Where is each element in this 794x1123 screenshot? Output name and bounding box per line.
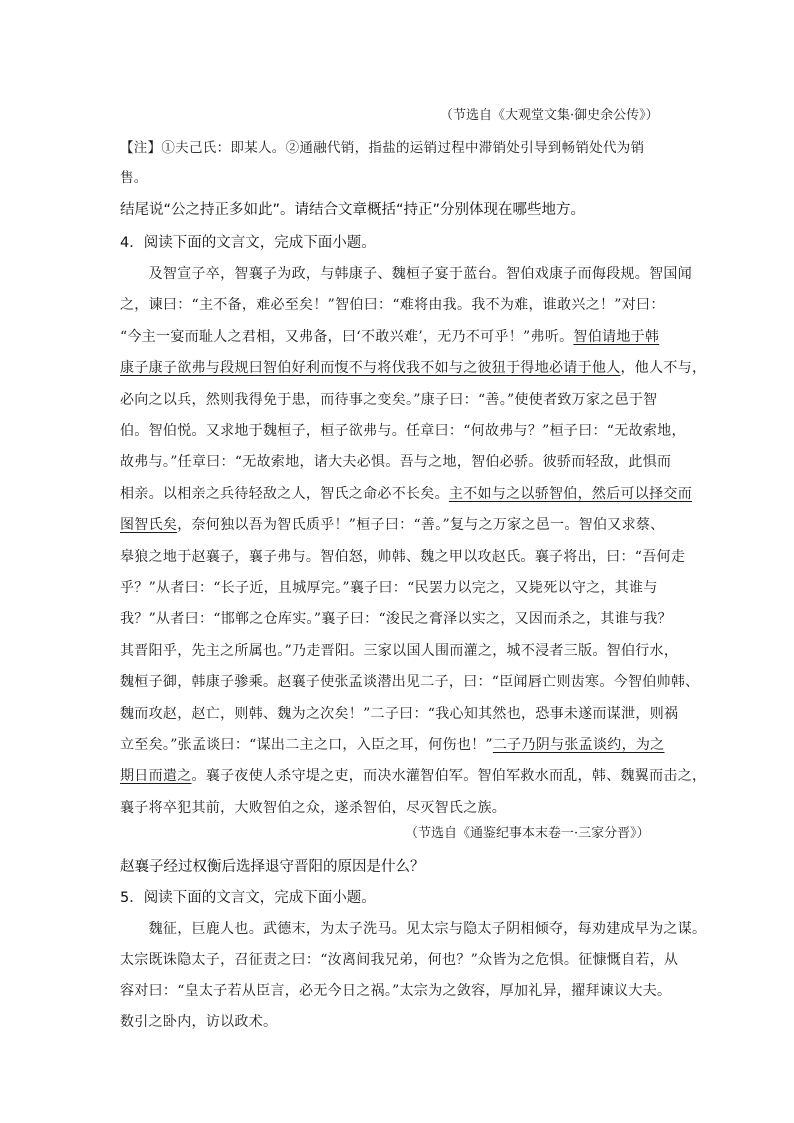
passage-line [120,357,706,377]
passage-line: 魏征，巨鹿人也。武德末，为太子洗马。见太宗与隐太子阴相倾夺，每劝建成早为之谋。 [120,921,707,937]
passage-text: 。襄子夜使人杀守堤之吏，而决水灌智伯军。智伯军救水而乱，韩、魏翼而击之， [191,768,707,785]
passage-line [120,640,678,660]
passage-line [120,420,686,440]
passage-text: 其晋阳乎，先主之所属也。”乃走晋阳。三家以国人围而灌之，城不浸者三版。智伯行水， [120,642,679,659]
underlined-sentence: 智伯请地于韩 [573,328,660,345]
passage-text: 之，谏曰：“主不备，难必至矣！”智伯曰：“难将由我。我不为难，谁敢兴之！”对曰： [120,297,665,314]
passage-text: 及智宣子卒，智襄子为政，与韩康子、魏桓子宴于蓝台。智伯戏康子而侮段规。智国闻 [120,266,692,282]
passage-line [120,294,665,314]
passage-text: 立至矣。”张孟谈曰：“谋出二主之口，入臣之耳，何伤也！” [120,737,493,753]
passage-text: 魏桓子御，韩康子骖乘。赵襄子使张孟谈潜出见二子，曰：“臣闻唇亡则齿寒。今智伯帅韩、 [120,674,700,691]
passage-text: 相亲。以相亲之兵待轻敌之人，智氏之命必不长矣。 [120,485,449,502]
passage-line [120,608,672,628]
passage-line [120,671,699,691]
source-citation: （节选自《通鉴纪事本末卷一·三家分晋》） [405,826,650,841]
passage-text: 襄子将卒犯其前，大败智伯之众，遂杀智伯，尽灭智氏之族。 [120,799,507,816]
underlined-sentence: 主不如与之以骄智伯，然后可以择交而 [448,485,693,502]
source-citation: （节选自《大观堂文集·御史余公传》） [440,108,659,123]
passage-line [120,451,671,471]
passage-line [120,389,657,409]
passage-line [120,483,692,503]
passage-text: 伯。智伯悦。又求地于魏桓子，桓子欲弗与。任章曰：“何故弗与？”桓子曰：“无故索地， [120,423,686,439]
underlined-sentence: 二子乃阴与张孟谈约，为之 [492,737,665,753]
passage-line: 容对曰：“皇太子若从臣言，必无今日之祸。”太宗为之敛容，厚加礼异，擢拜谏议大夫。 [120,983,672,999]
passage-line [120,734,664,754]
note-line: 售。 [120,170,148,186]
passage-line [120,326,659,346]
passage-text: 魏而攻赵，赵亡，则韩、魏为之次矣！”二子曰：“我心知其然也，恐事未遂而谋泄，则祸 [120,705,679,722]
note-line: 【注】①夫己氏：即某人。②通融代销，指盐的运销过程中滞销处引导到畅销处代为销 [120,140,645,156]
passage-text: ，奈何独以吾为智氏质乎！”桓子曰：“善。”复与之万家之邑一。智伯又求蔡、 [177,517,665,534]
passage-text: 故弗与。”任章曰：“无故索地，诸大夫必惧。吾与之地，智伯必骄。彼骄而轻敌，此惧而 [120,454,672,471]
question-4-title: 4．阅读下面的文言文，完成下面小题。 [120,235,376,251]
passage-line [120,514,664,534]
passage-line: 太宗既诛隐太子，召征责之曰：“汝离间我兄弟，何也？”众皆为之危惧。征慷慨自若，从 [120,952,679,968]
passage-line [120,703,678,723]
question-5-title: 5．阅读下面的文言文，完成下面小题。 [120,890,376,906]
underlined-sentence: 康子康子欲弗与段规曰智伯好利而愎不与将伐我不如与之彼狃于得地必请于他人 [120,360,621,377]
passage-line [120,263,692,283]
passage-line [120,577,658,597]
question-3: 结尾说“公之持正多如此”。请结合文章概括“持正”分别体现在哪些地方。 [120,202,586,218]
underlined-sentence: 期日而遣之 [120,768,192,785]
passage-text: ，他人不与， [620,360,707,377]
passage-text: 必向之以兵，然则我得免于患，而待事之变矣。”康子曰：“善。”使使者致万家之邑于智 [120,391,658,408]
passage-text: 我？”从者曰：“邯郸之仓库实。”襄子曰：“浚民之膏泽以实之，又因而杀之，其谁与我？ [120,611,672,628]
underlined-sentence: 图智氏矣 [120,517,178,534]
passage-line [120,546,685,566]
passage-text: 皋狼之地于赵襄子，襄子弗与。智伯怒，帅韩、魏之甲以攻赵氏。襄子将出，曰：“吾何走 [120,548,686,565]
passage-line: 数引之卧内，访以政术。 [120,1014,278,1030]
passage-text: “今主一宴而耻人之君相，又弗备，曰‘不敢兴难’，无乃不可乎！”弗听。 [120,328,574,345]
passage-line [120,765,706,785]
passage-line [120,797,506,817]
passage-text: 乎？”从者曰：“长子近，且城厚完。”襄子曰：“民罢力以完之，又毙死以守之，其谁与 [120,580,658,596]
question-4-subquestion: 赵襄子经过权衡后选择退守晋阳的原因是什么？ [120,859,425,875]
